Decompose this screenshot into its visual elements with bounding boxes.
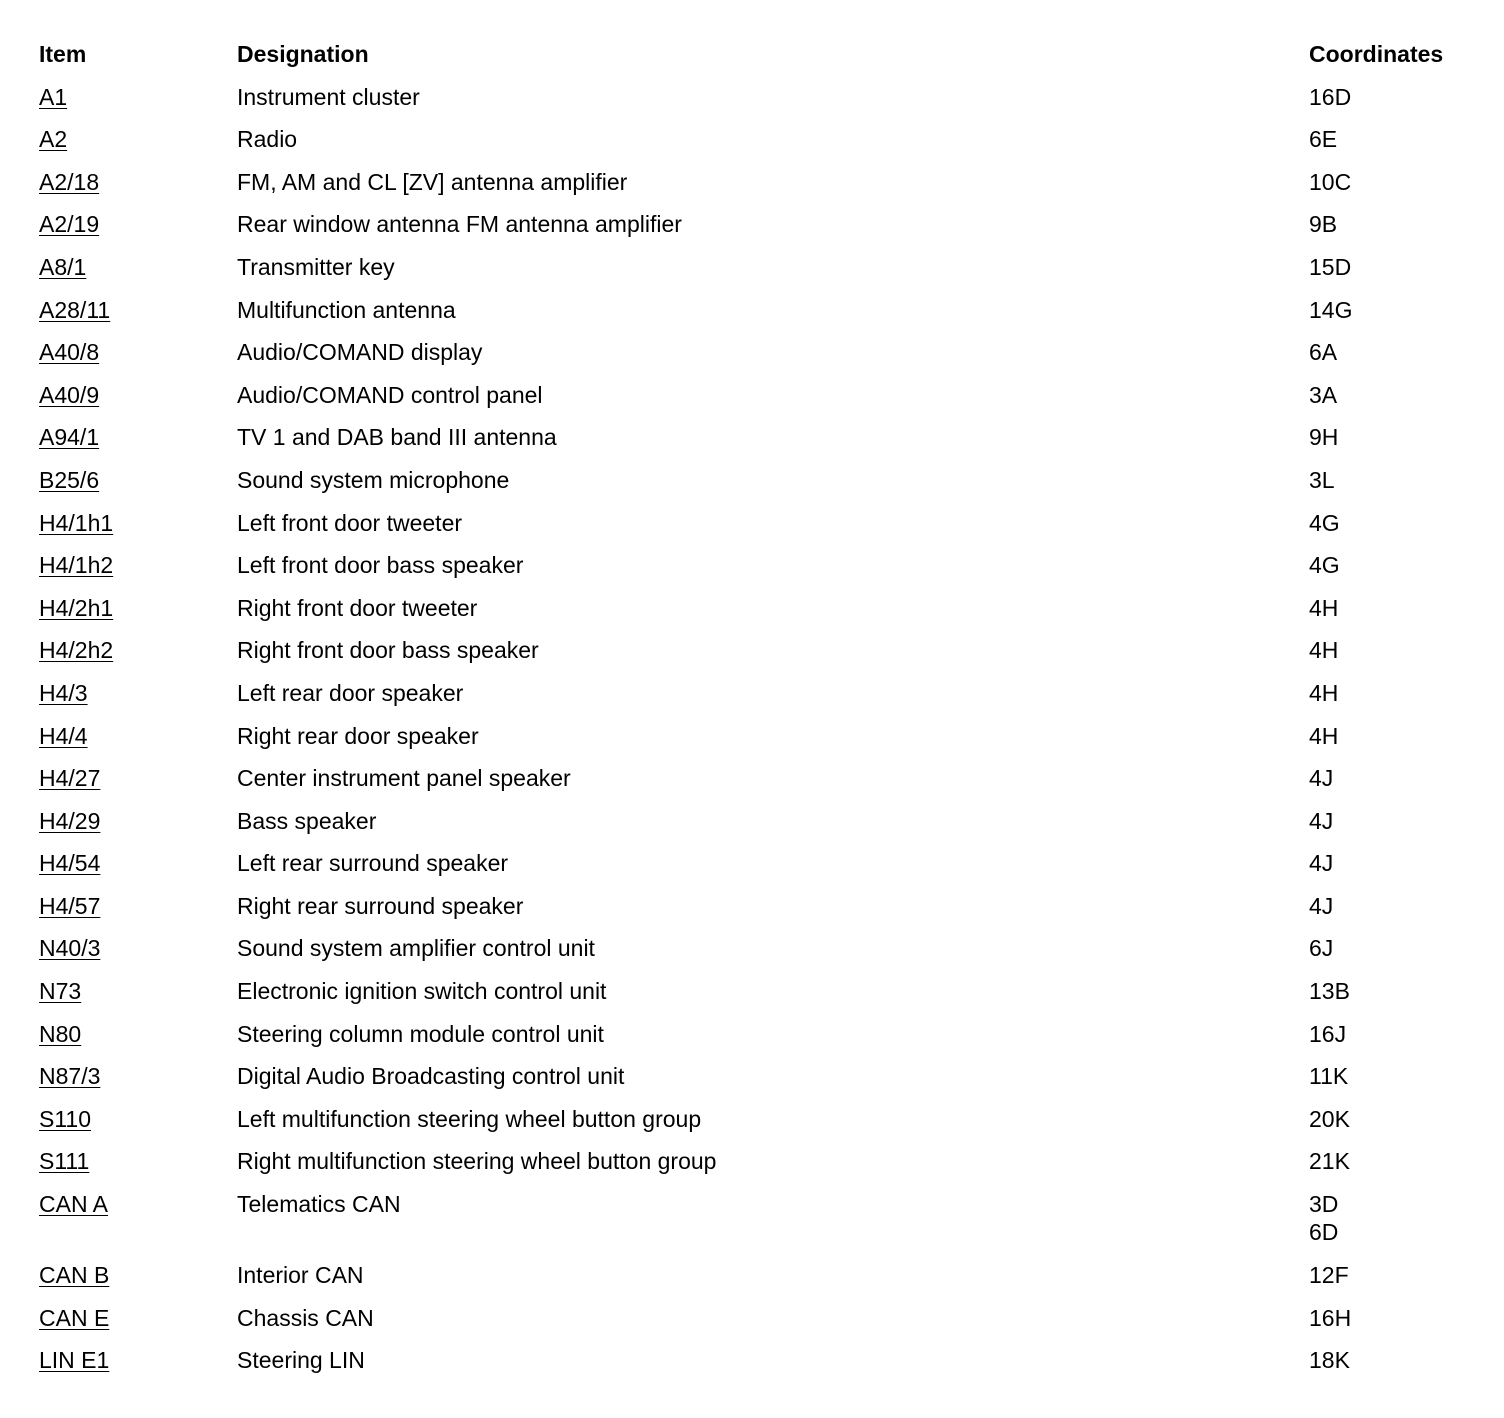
coordinate-value: 9H [1309, 424, 1339, 451]
coordinates-cell [1309, 1190, 1338, 1246]
item-cell [39, 977, 81, 1005]
coordinates-cell [1309, 210, 1337, 238]
coordinate-value: 13B [1309, 978, 1350, 1005]
coordinate-value: 6A [1309, 339, 1338, 366]
coordinate-value: 4H [1309, 637, 1339, 664]
item-cell [39, 338, 99, 366]
table-row [39, 1062, 1479, 1105]
designation-cell: Left rear door speaker [237, 679, 464, 706]
coordinate-value: 11K [1309, 1063, 1349, 1090]
item-cell [39, 1346, 109, 1374]
coordinates-cell [1309, 934, 1333, 962]
table-row [39, 296, 1479, 339]
table-row [39, 423, 1479, 466]
coordinates-cell [1309, 892, 1333, 920]
coordinates-cell [1309, 381, 1337, 409]
item-cell [39, 1105, 91, 1133]
coordinate-value: 16H [1309, 1304, 1352, 1331]
item-link[interactable]: N40/3 [39, 935, 101, 962]
table-row [39, 1261, 1479, 1304]
designation-cell: Telematics CAN [237, 1191, 401, 1218]
coordinates-cell [1309, 849, 1333, 877]
table-row [39, 977, 1479, 1020]
item-link[interactable]: H4/27 [39, 765, 101, 792]
table-body [39, 83, 1479, 1389]
coordinates-cell [1309, 807, 1333, 835]
table-row [39, 934, 1479, 977]
coordinates-cell [1309, 1062, 1348, 1090]
coordinates-cell [1309, 722, 1338, 750]
item-cell [39, 636, 113, 664]
item-link[interactable]: H4/54 [39, 850, 101, 877]
designation-cell: Right rear door speaker [237, 722, 479, 749]
table-row [39, 722, 1479, 765]
item-link[interactable]: H4/1h2 [39, 552, 114, 579]
item-link[interactable]: H4/2h1 [39, 594, 114, 621]
coordinate-value: 6J [1309, 935, 1334, 962]
item-link[interactable]: A2 [39, 126, 68, 153]
designation-cell: Digital Audio Broadcasting control unit [237, 1063, 625, 1090]
coordinate-value: 4G [1309, 552, 1340, 579]
item-cell [39, 551, 113, 579]
item-cell [39, 849, 100, 877]
item-link[interactable]: A40/9 [39, 381, 100, 408]
coordinates-cell [1309, 977, 1350, 1005]
item-cell [39, 679, 88, 707]
item-cell [39, 466, 99, 494]
component-legend-table [39, 40, 1479, 1389]
item-link[interactable]: A94/1 [39, 424, 100, 451]
item-cell [39, 125, 67, 153]
coordinates-cell [1309, 1346, 1350, 1374]
table-row [39, 338, 1479, 381]
item-cell [39, 1304, 109, 1332]
coordinates-cell [1309, 338, 1337, 366]
table-row [39, 83, 1479, 126]
coordinate-value: 9B [1309, 211, 1338, 238]
table-row [39, 636, 1479, 679]
designation-cell: Electronic ignition switch control unit [237, 978, 607, 1005]
designation-cell: Radio [237, 126, 298, 153]
item-link[interactable]: CAN A [39, 1191, 109, 1218]
table-row [39, 551, 1479, 594]
coordinate-value: 6E [1309, 126, 1338, 153]
item-link[interactable]: A8/1 [39, 253, 87, 280]
coordinate-value: 16D [1309, 83, 1352, 110]
coordinate-value: 21K [1309, 1148, 1350, 1175]
designation-cell: Transmitter key [237, 253, 395, 280]
item-link[interactable]: S111 [39, 1148, 90, 1175]
designation-cell: Bass speaker [237, 807, 377, 834]
item-cell [39, 807, 100, 835]
designation-cell: Sound system amplifier control unit [237, 935, 595, 962]
table-header-row [39, 40, 1479, 83]
designation-cell: Right front door bass speaker [237, 637, 539, 664]
item-cell [39, 1020, 81, 1048]
item-cell [39, 764, 100, 792]
coordinate-value: 12F [1309, 1262, 1349, 1289]
coordinates-cell [1309, 423, 1338, 451]
item-cell [39, 1190, 108, 1218]
item-cell [39, 253, 86, 281]
coordinates-cell [1309, 168, 1351, 196]
item-link[interactable]: N73 [39, 978, 82, 1005]
table-row [39, 1190, 1479, 1261]
coordinates-cell [1309, 1261, 1349, 1289]
item-cell [39, 1062, 100, 1090]
coordinate-value: 4H [1309, 594, 1339, 621]
column-header-coordinates: Coordinates [1309, 41, 1444, 67]
table-row [39, 509, 1479, 552]
item-cell [39, 892, 100, 920]
table-row [39, 679, 1479, 722]
table-row [39, 807, 1479, 850]
designation-cell: Right front door tweeter [237, 594, 478, 621]
item-cell [39, 296, 110, 324]
item-link[interactable]: CAN B [39, 1262, 110, 1289]
designation-cell: Sound system microphone [237, 466, 510, 493]
coordinate-value: 4H [1309, 679, 1339, 706]
table-row [39, 1105, 1479, 1148]
coordinate-value: 6D [1309, 1219, 1339, 1246]
coordinate-value: 18K [1309, 1347, 1350, 1374]
table-row [39, 1304, 1479, 1347]
item-link[interactable]: H4/29 [39, 807, 101, 834]
column-header-designation: Designation [237, 41, 369, 67]
item-link[interactable]: S110 [39, 1105, 92, 1132]
table-row [39, 764, 1479, 807]
coordinates-cell [1309, 551, 1340, 579]
designation-cell: Left front door bass speaker [237, 552, 524, 579]
coordinates-cell [1309, 1105, 1350, 1133]
table-row [39, 466, 1479, 509]
table-row [39, 253, 1479, 296]
column-header-item: Item [39, 41, 87, 67]
coordinate-value: 15D [1309, 253, 1352, 280]
coordinates-cell [1309, 636, 1338, 664]
coordinates-cell [1309, 1304, 1351, 1332]
item-cell [39, 381, 99, 409]
coordinate-value: 4G [1309, 509, 1340, 536]
item-cell [39, 594, 113, 622]
coordinate-value: 4H [1309, 722, 1339, 749]
designation-cell: Rear window antenna FM antenna amplifier [237, 211, 682, 238]
coordinate-value: 4J [1309, 850, 1334, 877]
coordinates-cell [1309, 253, 1351, 281]
item-link[interactable]: N87/3 [39, 1063, 101, 1090]
designation-cell: Steering LIN [237, 1347, 365, 1374]
designation-cell: FM, AM and CL [ZV] antenna amplifier [237, 168, 628, 195]
coordinates-cell [1309, 1147, 1350, 1175]
designation-cell: TV 1 and DAB band III antenna [237, 424, 557, 451]
item-link[interactable]: B25/6 [39, 466, 100, 493]
coordinates-cell [1309, 296, 1352, 324]
designation-cell: Audio/COMAND display [237, 339, 483, 366]
coordinate-value: 3D [1309, 1191, 1339, 1218]
item-cell [39, 722, 88, 750]
coordinate-value: 4J [1309, 807, 1334, 834]
item-cell [39, 1147, 89, 1175]
coordinate-value: 10C [1309, 168, 1352, 195]
item-link[interactable]: N80 [39, 1020, 82, 1047]
item-link[interactable]: LIN E1 [39, 1347, 110, 1374]
coordinate-value: 20K [1309, 1105, 1350, 1132]
designation-cell: Steering column module control unit [237, 1020, 604, 1047]
item-link[interactable]: A1 [39, 83, 68, 110]
table-row [39, 849, 1479, 892]
item-link[interactable]: CAN E [39, 1304, 110, 1331]
table-row [39, 125, 1479, 168]
designation-cell: Right rear surround speaker [237, 892, 524, 919]
item-link[interactable]: A2/19 [39, 211, 100, 238]
table-row [39, 1020, 1479, 1063]
coordinates-cell [1309, 679, 1338, 707]
item-cell [39, 1261, 109, 1289]
coordinates-cell [1309, 764, 1333, 792]
coordinates-cell [1309, 1020, 1346, 1048]
table-row [39, 892, 1479, 935]
item-link[interactable]: H4/4 [39, 722, 88, 749]
designation-cell: Right multifunction steering wheel button group [237, 1148, 717, 1175]
item-cell [39, 423, 99, 451]
item-link[interactable]: A40/8 [39, 339, 100, 366]
coordinates-cell [1309, 466, 1335, 494]
table-row [39, 1346, 1479, 1389]
item-link[interactable]: H4/57 [39, 892, 101, 919]
item-cell [39, 934, 100, 962]
item-cell [39, 210, 99, 238]
coordinate-value: 16J [1309, 1020, 1347, 1047]
coordinates-cell [1309, 83, 1351, 111]
designation-cell: Instrument cluster [237, 83, 420, 110]
table-row [39, 168, 1479, 211]
coordinates-cell [1309, 594, 1338, 622]
table-row [39, 210, 1479, 253]
table-row [39, 381, 1479, 424]
coordinates-cell [1309, 125, 1337, 153]
item-cell [39, 168, 99, 196]
designation-cell: Audio/COMAND control panel [237, 381, 543, 408]
item-link[interactable]: H4/1h1 [39, 509, 114, 536]
item-link[interactable]: H4/2h2 [39, 637, 114, 664]
coordinate-value: 4J [1309, 765, 1334, 792]
table-row [39, 594, 1479, 637]
coordinate-value: 14G [1309, 296, 1353, 323]
item-cell [39, 509, 113, 537]
designation-cell: Left rear surround speaker [237, 850, 509, 877]
designation-cell: Multifunction antenna [237, 296, 456, 323]
coordinate-value: 4J [1309, 892, 1334, 919]
item-cell [39, 83, 67, 111]
table-row [39, 1147, 1479, 1190]
item-link[interactable]: A2/18 [39, 168, 100, 195]
coordinate-value: 3L [1309, 466, 1335, 493]
designation-cell: Center instrument panel speaker [237, 765, 571, 792]
designation-cell: Chassis CAN [237, 1304, 374, 1331]
designation-cell: Left multifunction steering wheel button group [237, 1105, 702, 1132]
coordinates-cell [1309, 509, 1340, 537]
coordinate-value: 3A [1309, 381, 1338, 408]
item-link[interactable]: A28/11 [39, 296, 111, 323]
designation-cell: Left front door tweeter [237, 509, 463, 536]
item-link[interactable]: H4/3 [39, 679, 88, 706]
designation-cell: Interior CAN [237, 1262, 364, 1289]
